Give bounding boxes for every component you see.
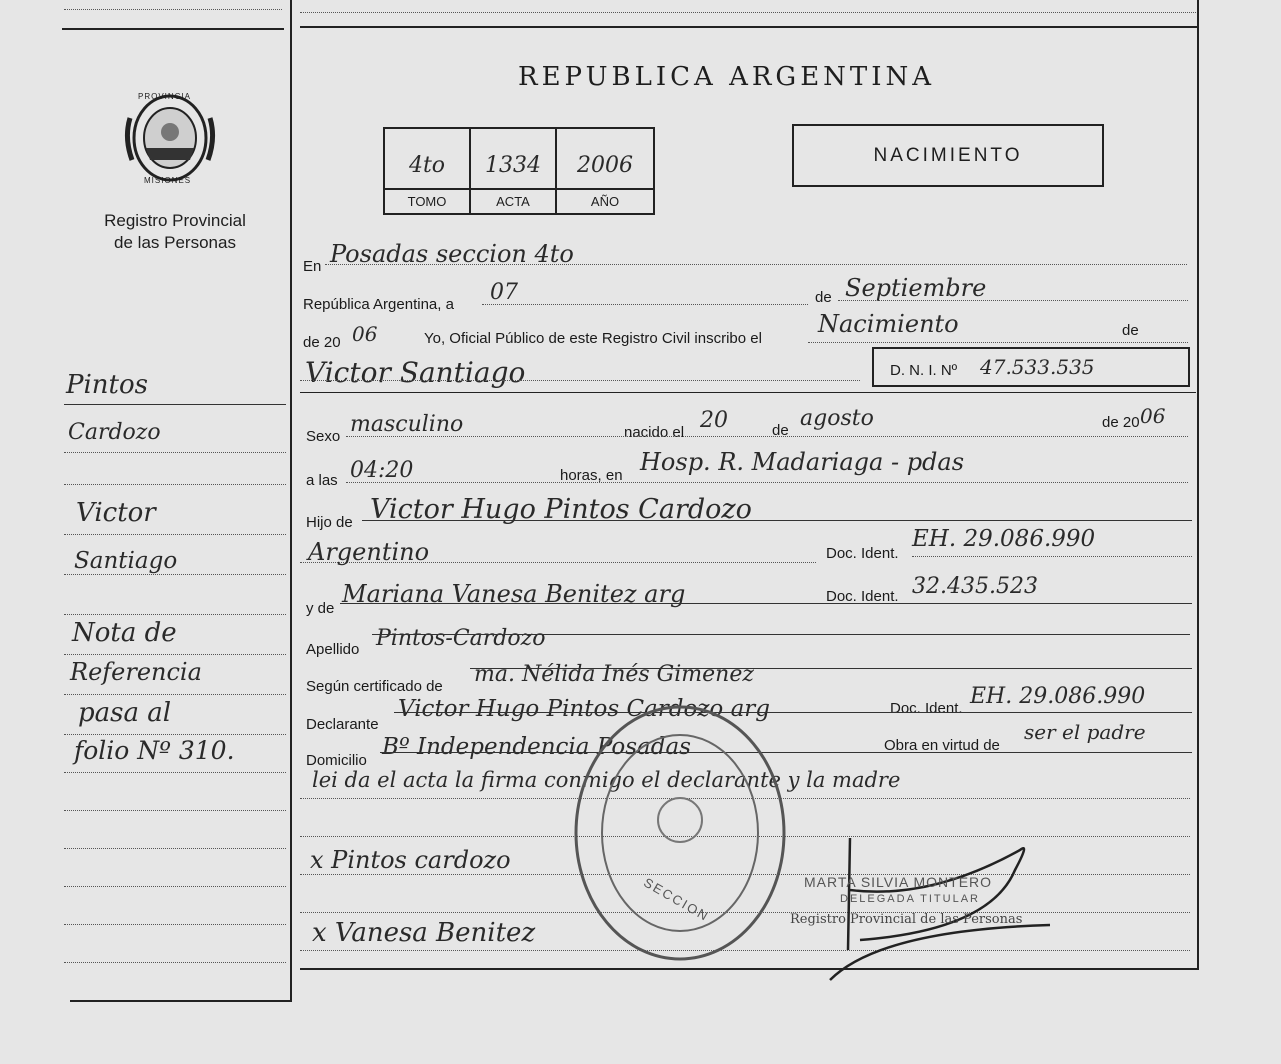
alas-label: a las (306, 472, 338, 489)
obra-label: Obra en virtud de (884, 737, 1000, 754)
de-label2: de (1122, 322, 1139, 339)
time-value: 04:20 (350, 458, 414, 483)
segun-label: Según certificado de (306, 678, 443, 695)
yde-label: y de (306, 600, 335, 617)
dotted-line (64, 694, 286, 695)
seal-top-text: PROVINCIA (138, 92, 192, 101)
dotted-line (64, 452, 286, 453)
dotted-line (912, 556, 1192, 557)
inscribe-value: Nacimiento (818, 310, 959, 338)
domicilio-value: Bº Independencia Posadas (382, 734, 691, 760)
dotted-line (64, 484, 286, 485)
apellido-value: Pintos-Cardozo (376, 626, 546, 651)
underline (64, 404, 286, 405)
dotted-line (64, 654, 286, 655)
segun-value: ma. Nélida Inés Gimenez (474, 662, 754, 687)
margin-note4: folio Nº 310. (74, 736, 235, 765)
dotted-line (64, 9, 282, 10)
mother-doc: 32.435.523 (912, 574, 1038, 599)
declarante-doc: EH. 29.086.990 (970, 684, 1146, 709)
provincial-seal-icon (120, 88, 220, 190)
mother-name: Mariana Vanesa Benitez arg (342, 580, 686, 608)
tomo-value: 4to (408, 153, 446, 178)
year-prefix-label: de 20 (303, 334, 341, 351)
registry-name (60, 210, 290, 254)
top-rule-left (62, 28, 284, 30)
day-value: 07 (490, 280, 518, 305)
dotted-line (300, 12, 1196, 13)
birth-year: 06 (1140, 404, 1166, 428)
tomo-cell (385, 129, 471, 188)
dotted-line (346, 482, 1188, 483)
signature-mother: x Vanesa Benitez (312, 918, 536, 948)
apellido-label: Apellido (306, 641, 360, 658)
dotted-line (300, 380, 860, 381)
anio-value: 2006 (577, 153, 633, 178)
en-value: Posadas seccion 4to (330, 240, 574, 268)
acta-cell (471, 129, 557, 188)
dotted-line (346, 436, 1188, 437)
declarante-label: Declarante (306, 716, 379, 733)
bottom-rule-right (300, 968, 1198, 970)
underline (470, 668, 1192, 669)
nacido-label: nacido el (624, 424, 685, 441)
dotted-line (64, 886, 286, 887)
margin-note3: pasa al (78, 698, 172, 728)
year-value: 06 (352, 322, 378, 346)
margin-note1: Nota de (72, 618, 177, 648)
doc-ident-label-declarante: Doc. Ident. (890, 700, 963, 717)
father-nationality: Argentino (308, 538, 430, 566)
underline (362, 520, 1192, 521)
acta-value: 1334 (485, 153, 541, 178)
seal-bottom-text: MISIONES (144, 176, 192, 185)
anio-label: AÑO (557, 188, 653, 213)
place-value: Hosp. R. Madariaga - pdas (640, 448, 965, 476)
dotted-line (482, 304, 808, 305)
margin-given1: Victor (76, 498, 156, 528)
dni-box (872, 347, 1190, 387)
dotted-line (64, 614, 286, 615)
en-label: En (303, 258, 322, 275)
dni-label: D. N. I. Nº (890, 362, 958, 379)
de-label3: de (772, 422, 789, 439)
birth-month: agosto (800, 406, 874, 431)
dotted-line (64, 734, 286, 735)
sexo-label: Sexo (306, 428, 341, 445)
dotted-line (325, 264, 1187, 265)
dni-value: 47.533.535 (980, 355, 1095, 379)
registry-line1: Registro Provincial (104, 211, 246, 230)
republica-label: República Argentina, a (303, 296, 454, 313)
dotted-line (64, 772, 286, 773)
dotted-line (838, 300, 1188, 301)
domicilio-label: Domicilio (306, 752, 367, 769)
stamp-text: SECCION (641, 874, 713, 925)
right-border (1197, 0, 1199, 970)
dotted-line (64, 534, 286, 535)
oficial-text: Yo, Oficial Público de este Registro Civil inscribo el (424, 330, 762, 347)
official-stamp-icon (570, 700, 790, 966)
declarante-value: Victor Hugo Pintos Cardozo arg (398, 696, 771, 722)
signature-father: x Pintos cardozo (310, 846, 511, 874)
dotted-line (64, 962, 286, 963)
acta-label: ACTA (471, 188, 557, 213)
dotted-line (300, 562, 816, 563)
month-value: Septiembre (845, 274, 987, 302)
margin-surname2: Cardozo (68, 420, 161, 445)
margin-surname1: Pintos (66, 370, 148, 400)
father-name: Victor Hugo Pintos Cardozo (370, 494, 752, 525)
record-number-box (383, 127, 655, 215)
dotted-line (64, 924, 286, 925)
page-title: REPUBLICA ARGENTINA (518, 62, 936, 92)
underline (372, 634, 1190, 635)
official-org: Registro Provincial de las Personas (790, 912, 1023, 927)
margin-note2: Referencia (70, 658, 202, 686)
father-doc: EH. 29.086.990 (912, 526, 1096, 552)
de-label: de (815, 289, 832, 306)
official-signature-icon (820, 830, 1060, 990)
sexo-value: masculino (350, 412, 464, 437)
dotted-line (64, 848, 286, 849)
tomo-label: TOMO (385, 188, 471, 213)
de2000-label: de 20 (1102, 414, 1140, 431)
doc-ident-label: Doc. Ident. (826, 545, 899, 562)
lei-value: lei da el acta la firma conmigo el declarante y la madre (312, 768, 901, 792)
official-name: MARTA SILVIA MONTERO (804, 874, 993, 890)
bottom-rule-left (70, 1000, 290, 1002)
hijo-label: Hijo de (306, 514, 353, 531)
birth-day: 20 (700, 408, 728, 433)
child-name: Victor Santiago (305, 356, 526, 389)
obra-value: ser el padre (1024, 720, 1146, 744)
top-rule-right (300, 26, 1198, 28)
margin-given2: Santiago (74, 548, 178, 574)
underline (394, 712, 1192, 713)
underline (340, 603, 1192, 604)
official-title: DELEGADA TITULAR (840, 893, 980, 905)
doc-ident-label-mother: Doc. Ident. (826, 588, 899, 605)
registry-line2: de las Personas (114, 233, 236, 252)
anio-cell (557, 129, 653, 188)
horas-label: horas, en (560, 467, 623, 484)
section-rule (300, 392, 1196, 393)
left-column-divider (290, 0, 292, 1002)
dotted-line (64, 810, 286, 811)
dotted-line (808, 342, 1188, 343)
dotted-line (64, 574, 286, 575)
record-type-box: NACIMIENTO (792, 124, 1104, 187)
